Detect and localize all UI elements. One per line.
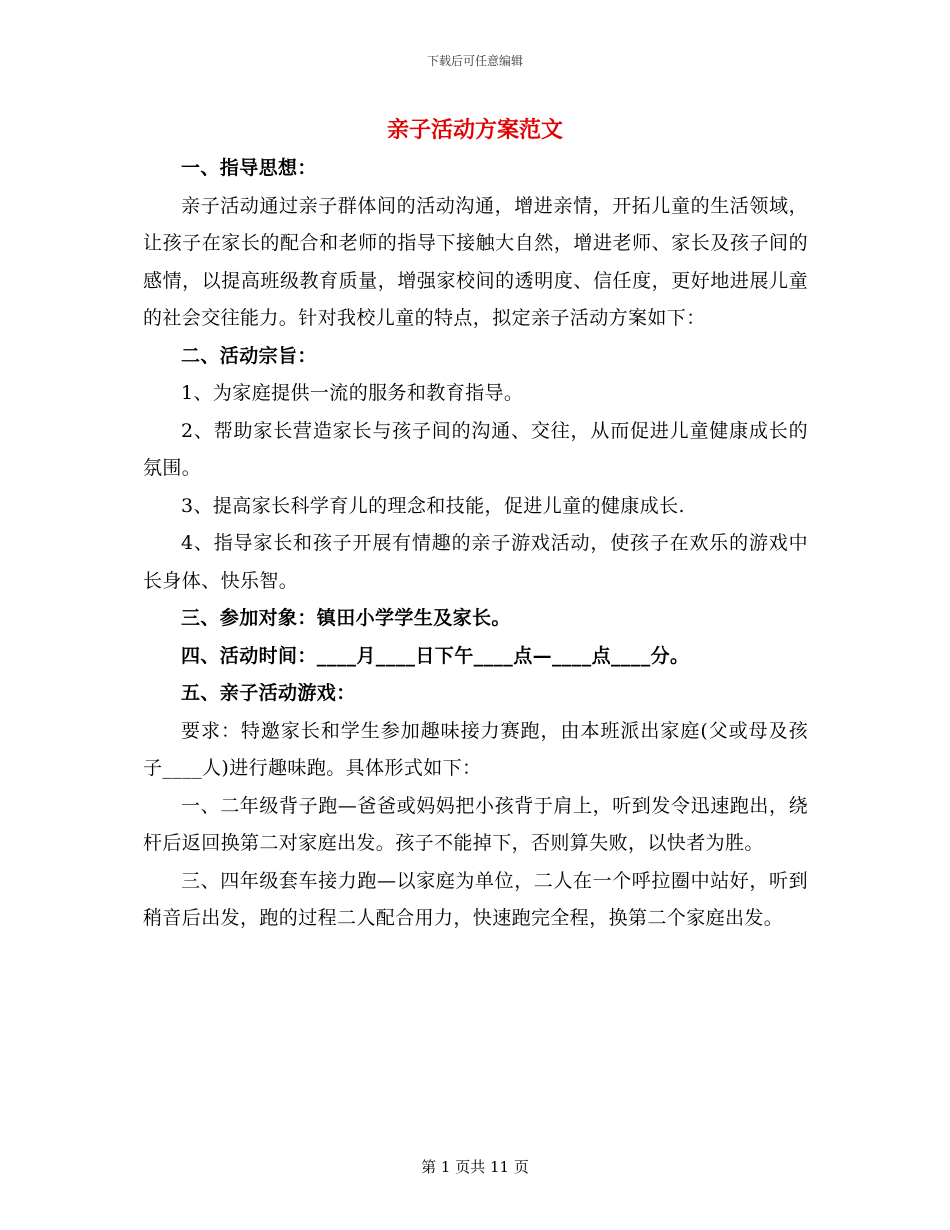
section-2-heading: 二、活动宗旨： (181, 344, 317, 367)
header-note: 下载后可任意编辑 (426, 54, 523, 68)
section-5-requirement: 要求：特邀家长和学生参加趣味接力赛跑，由本班派出家庭(父或母及孩子____人)进行趣味跑。具体形式如下： (143, 719, 808, 779)
section-5-game-3: 三、四年级套车接力跑—以家庭为单位，二人在一个呼拉圈中站好，听到稍音后出发，跑的过程二人配合用力，快速跑完全程，换第二个家庭出发。 (143, 869, 808, 929)
section-4-heading: 四、活动时间：____月____日下午____点—____点____分。 (181, 644, 690, 667)
section-5-game-1: 一、二年级背子跑—爸爸或妈妈把小孩背于肩上，听到发令迅速跑出，绕杆后返回换第二对家庭出发。孩子不能掉下，否则算失败，以快者为胜。 (143, 794, 808, 854)
section-3-heading: 三、参加对象：镇田小学学生及家长。 (181, 607, 511, 629)
section-2-item-4: 4、指导家长和孩子开展有情趣的亲子游戏活动，使孩子在欢乐的游戏中长身体、快乐智。 (143, 532, 808, 592)
document-title: 亲子活动方案范文 (386, 117, 563, 143)
section-2-item-2: 2、帮助家长营造家长与孩子间的沟通、交往，从而促进儿童健康成长的氛围。 (143, 419, 808, 479)
section-2-item-3: 3、提高家长科学育儿的理念和技能，促进儿童的健康成长. (181, 494, 685, 517)
page-footer: 第 1 页共 11 页 (421, 1158, 529, 1176)
section-1-heading: 一、指导思想： (181, 157, 317, 179)
section-2-item-1: 1、为家庭提供一流的服务和教育指导。 (181, 382, 524, 404)
document-body (143, 150, 808, 938)
section-5-heading: 五、亲子活动游戏： (181, 682, 356, 704)
section-1-paragraph: 亲子活动通过亲子群体间的活动沟通，增进亲情，开拓儿童的生活领域，让孩子在家长的配合和老师的指导下接触大自然，增进老师、家长及孩子间的感情，以提高班级教育质量，增强家校间的透明度、信任度，更好地进展儿童的社会交往能力。针对我校儿童的特点，拟定亲子活动方案如下： (143, 194, 808, 329)
